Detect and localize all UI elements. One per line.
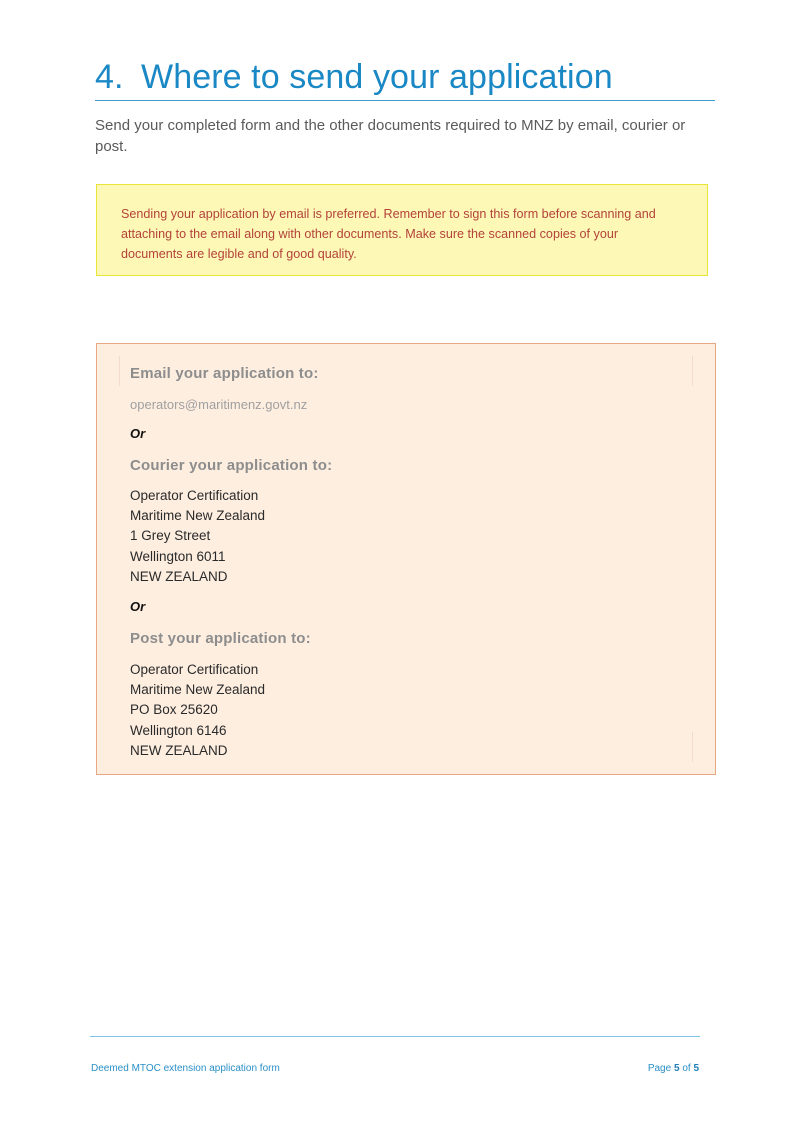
footer-page-number — [648, 1063, 699, 1074]
post-address-line: PO Box 25620 — [130, 702, 218, 718]
courier-address-line: Maritime New Zealand — [130, 508, 266, 524]
page-of: of — [682, 1063, 691, 1074]
current-page: 5 — [673, 1063, 680, 1074]
page-prefix: Page — [647, 1063, 672, 1074]
post-address-line: Maritime New Zealand — [130, 682, 266, 698]
footer-document-name: Deemed MTOC extension application form — [91, 1063, 280, 1074]
courier-address-line: Operator Certification — [130, 488, 259, 503]
post-address — [130, 660, 265, 761]
footer-divider — [90, 1036, 700, 1037]
or-separator-1: Or — [130, 426, 146, 441]
section-number: 4. — [95, 58, 124, 96]
post-address-line: Operator Certification — [130, 662, 259, 677]
courier-address-line: Wellington 6011 — [130, 548, 226, 564]
courier-address-line: 1 Grey Street — [130, 528, 211, 544]
send-options-box — [96, 343, 716, 775]
email-preferred-notice — [96, 184, 708, 276]
page-title — [95, 56, 715, 98]
courier-address — [130, 486, 265, 587]
section-title: Where to send your application — [141, 58, 613, 96]
or-separator-2: Or — [130, 599, 146, 614]
post-address-line: Wellington 6146 — [130, 722, 227, 738]
post-section-title: Post your application to: — [130, 630, 311, 647]
email-address[interactable]: operators@maritimenz.govt.nz — [130, 397, 308, 412]
send-options-content — [120, 344, 692, 774]
post-address-line: NEW ZEALAND — [130, 742, 228, 758]
courier-section-title: Courier your application to: — [130, 457, 333, 474]
section-heading — [95, 56, 715, 101]
courier-address-line: NEW ZEALAND — [130, 568, 228, 584]
notice-text: Sending your application by email is preferred. Remember to sign this form before scanning and attaching to the email along with other documents. Make sure the scanned copies of your documents are legible and of good quality. — [121, 207, 656, 261]
email-section-title: Email your application to: — [130, 365, 319, 382]
intro-paragraph: Send your completed form and the other documents required to MNZ by email, courier or post. — [95, 117, 686, 155]
total-pages: 5 — [693, 1063, 699, 1074]
